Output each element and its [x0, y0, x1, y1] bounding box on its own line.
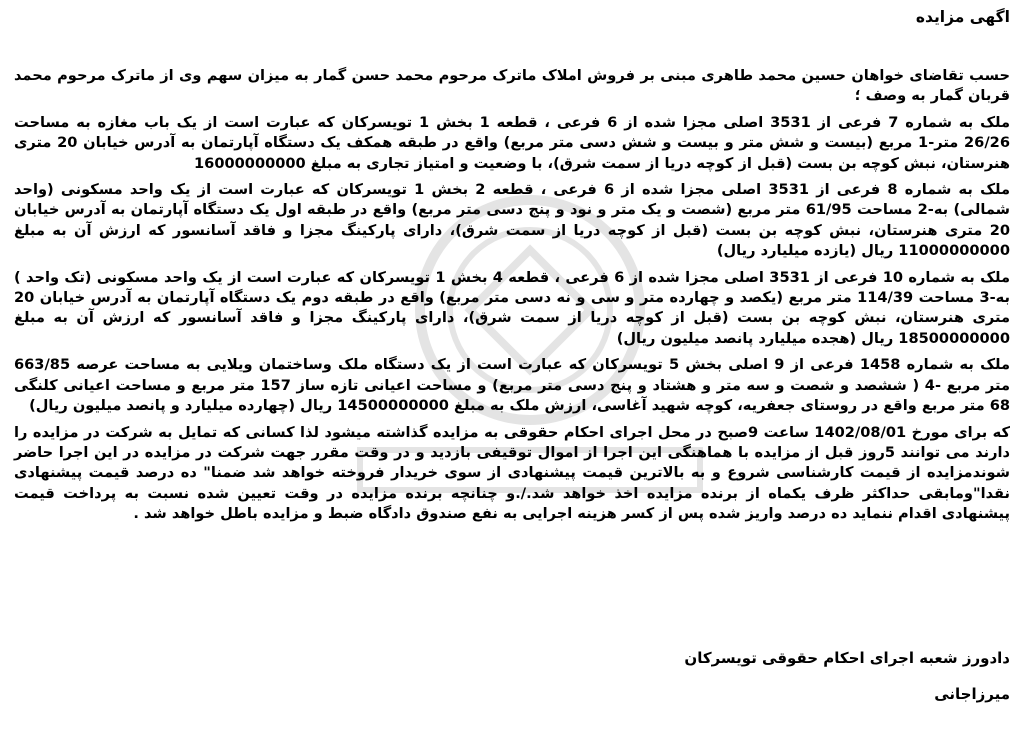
property-item-1: ملک به شماره 7 فرعی از 3531 اصلی مجزا شده از 6 فرعی ، قطعه 1 بخش 1 تویسرکان که عبارت است از یک باب مغازه به مساحت 26/26 متر-1 مربع (بیست و شش متر و بیست و شش دسی متر مربع) واقع در طبقه همکف یک دستگاه آپارتمان به آدرس خیابان 20 متری هنرستان، نبش کوچه بن بست (قبل از کوچه دریا از سمت شرق)، با وضعیت و امتیاز تجاری به مبلغ 16000000000 [14, 113, 1011, 172]
notice-intro: حسب تقاضای خواهان حسین محمد طاهری مبنی بر فروش املاک ماترک مرحوم محمد حسن گمار به میزان سهم وی از ماترک مرحوم محمد قربان گمار به وصف ؛ [14, 67, 1010, 105]
signature-name: میرزاجانی [934, 685, 1010, 703]
notice-title: اگهی مزایده [915, 8, 1010, 26]
signature-office: دادورز شعبه اجرای احکام حقوقی تویسرکان [684, 649, 1010, 667]
property-item-4: ملک به شماره 1458 فرعی از 9 اصلی بخش 5 تویسرکان که عبارت است از یک دستگاه ملک وساختمان ویلایی به مساحت عرصه 663/85 متر مربع -4 ( ششصد و شصت و سه متر و هشتاد و پنج دسی متر مربع) و مساحت اعیانی تازه ساز 157 متر مربع و مساحت اعیانی کلنگی 68 متر مربع واقع در روستای جعفریه، کوچه شهید آغاسی، ارزش ملک به مبلغ 14500000000 ریال (چهارده میلیارد و پانصد میلیون ریال) [14, 356, 1010, 415]
auction-terms: که برای مورخ 1402/08/01 ساعت 9صبح در محل اجرای احکام حقوقی به مزایده گذاشته میشود لذا کسانی که تمایل به شرکت در مزایده را دارند می توانند 5روز قبل از مزایده با هماهنگی این اجرا از اموال توقیفی بازدید و در وقت مقرر جهت شرکت در مزایده در این اجرا حاضر شوندمزایده از قیمت کارشناسی شروع و به بالاترین قیمت پیشنهادی از سوی خریدار فروخته خواهد شد ضمنا" ده درصد قیمت پیشنهادی نقدا"ومابقی حداکثر ظرف یکماه از برنده مزایده اخذ خواهد شد./.و چنانچه برنده مزایده در وقت تعیین شده نسبت به پرداخت قیمت پیشنهادی اقدام ننماید ده درصد واریز شده پس از کسر هزینه اجرایی به نفع صندوق دادگاه ضبط و مزایده باطل خواهد شد . [14, 423, 1010, 523]
property-item-2: ملک به شماره 8 فرعی از 3531 اصلی مجزا شده از 6 فرعی ، قطعه 2 بخش 1 تویسرکان که عبارت است از یک واحد مسکونی (واحد شمالی) به-2 مساحت 61/95 متر مربع (شصت و یک متر و نود و پنج دسی متر مربع) واقع در طبقه اول یک دستگاه آپارتمان به آدرس خیابان 20 متری هنرستان، نبش کوچه بن بست (قبل از کوچه دریا از سمت شرق)، دارای پارکینگ مجزا و فاقد آسانسور که ارزش آن به مبلغ 11000000000 ریال (یازده میلیارد ریال) [14, 181, 1011, 260]
property-item-3: ملک به شماره 10 فرعی از 3531 اصلی مجزا شده از 6 فرعی ، قطعه 4 بخش 1 تویسرکان که عبارت است از یک واحد مسکونی (تک واحد ) به-3 مساحت 114/39 متر مربع (یکصد و چهارده متر و سی و نه دسی متر مربع) واقع در طبقه دوم یک دستگاه آپارتمان به آدرس خیابان 20 متری هنرستان، نبش کوچه بن بست (قبل از کوچه دریا از سمت شرق)، دارای پارکینگ مجزا و فاقد آسانسور که ارزش آن به مبلغ 18500000000 ریال (هجده میلیارد پانصد میلیون ریال) [14, 268, 1011, 347]
